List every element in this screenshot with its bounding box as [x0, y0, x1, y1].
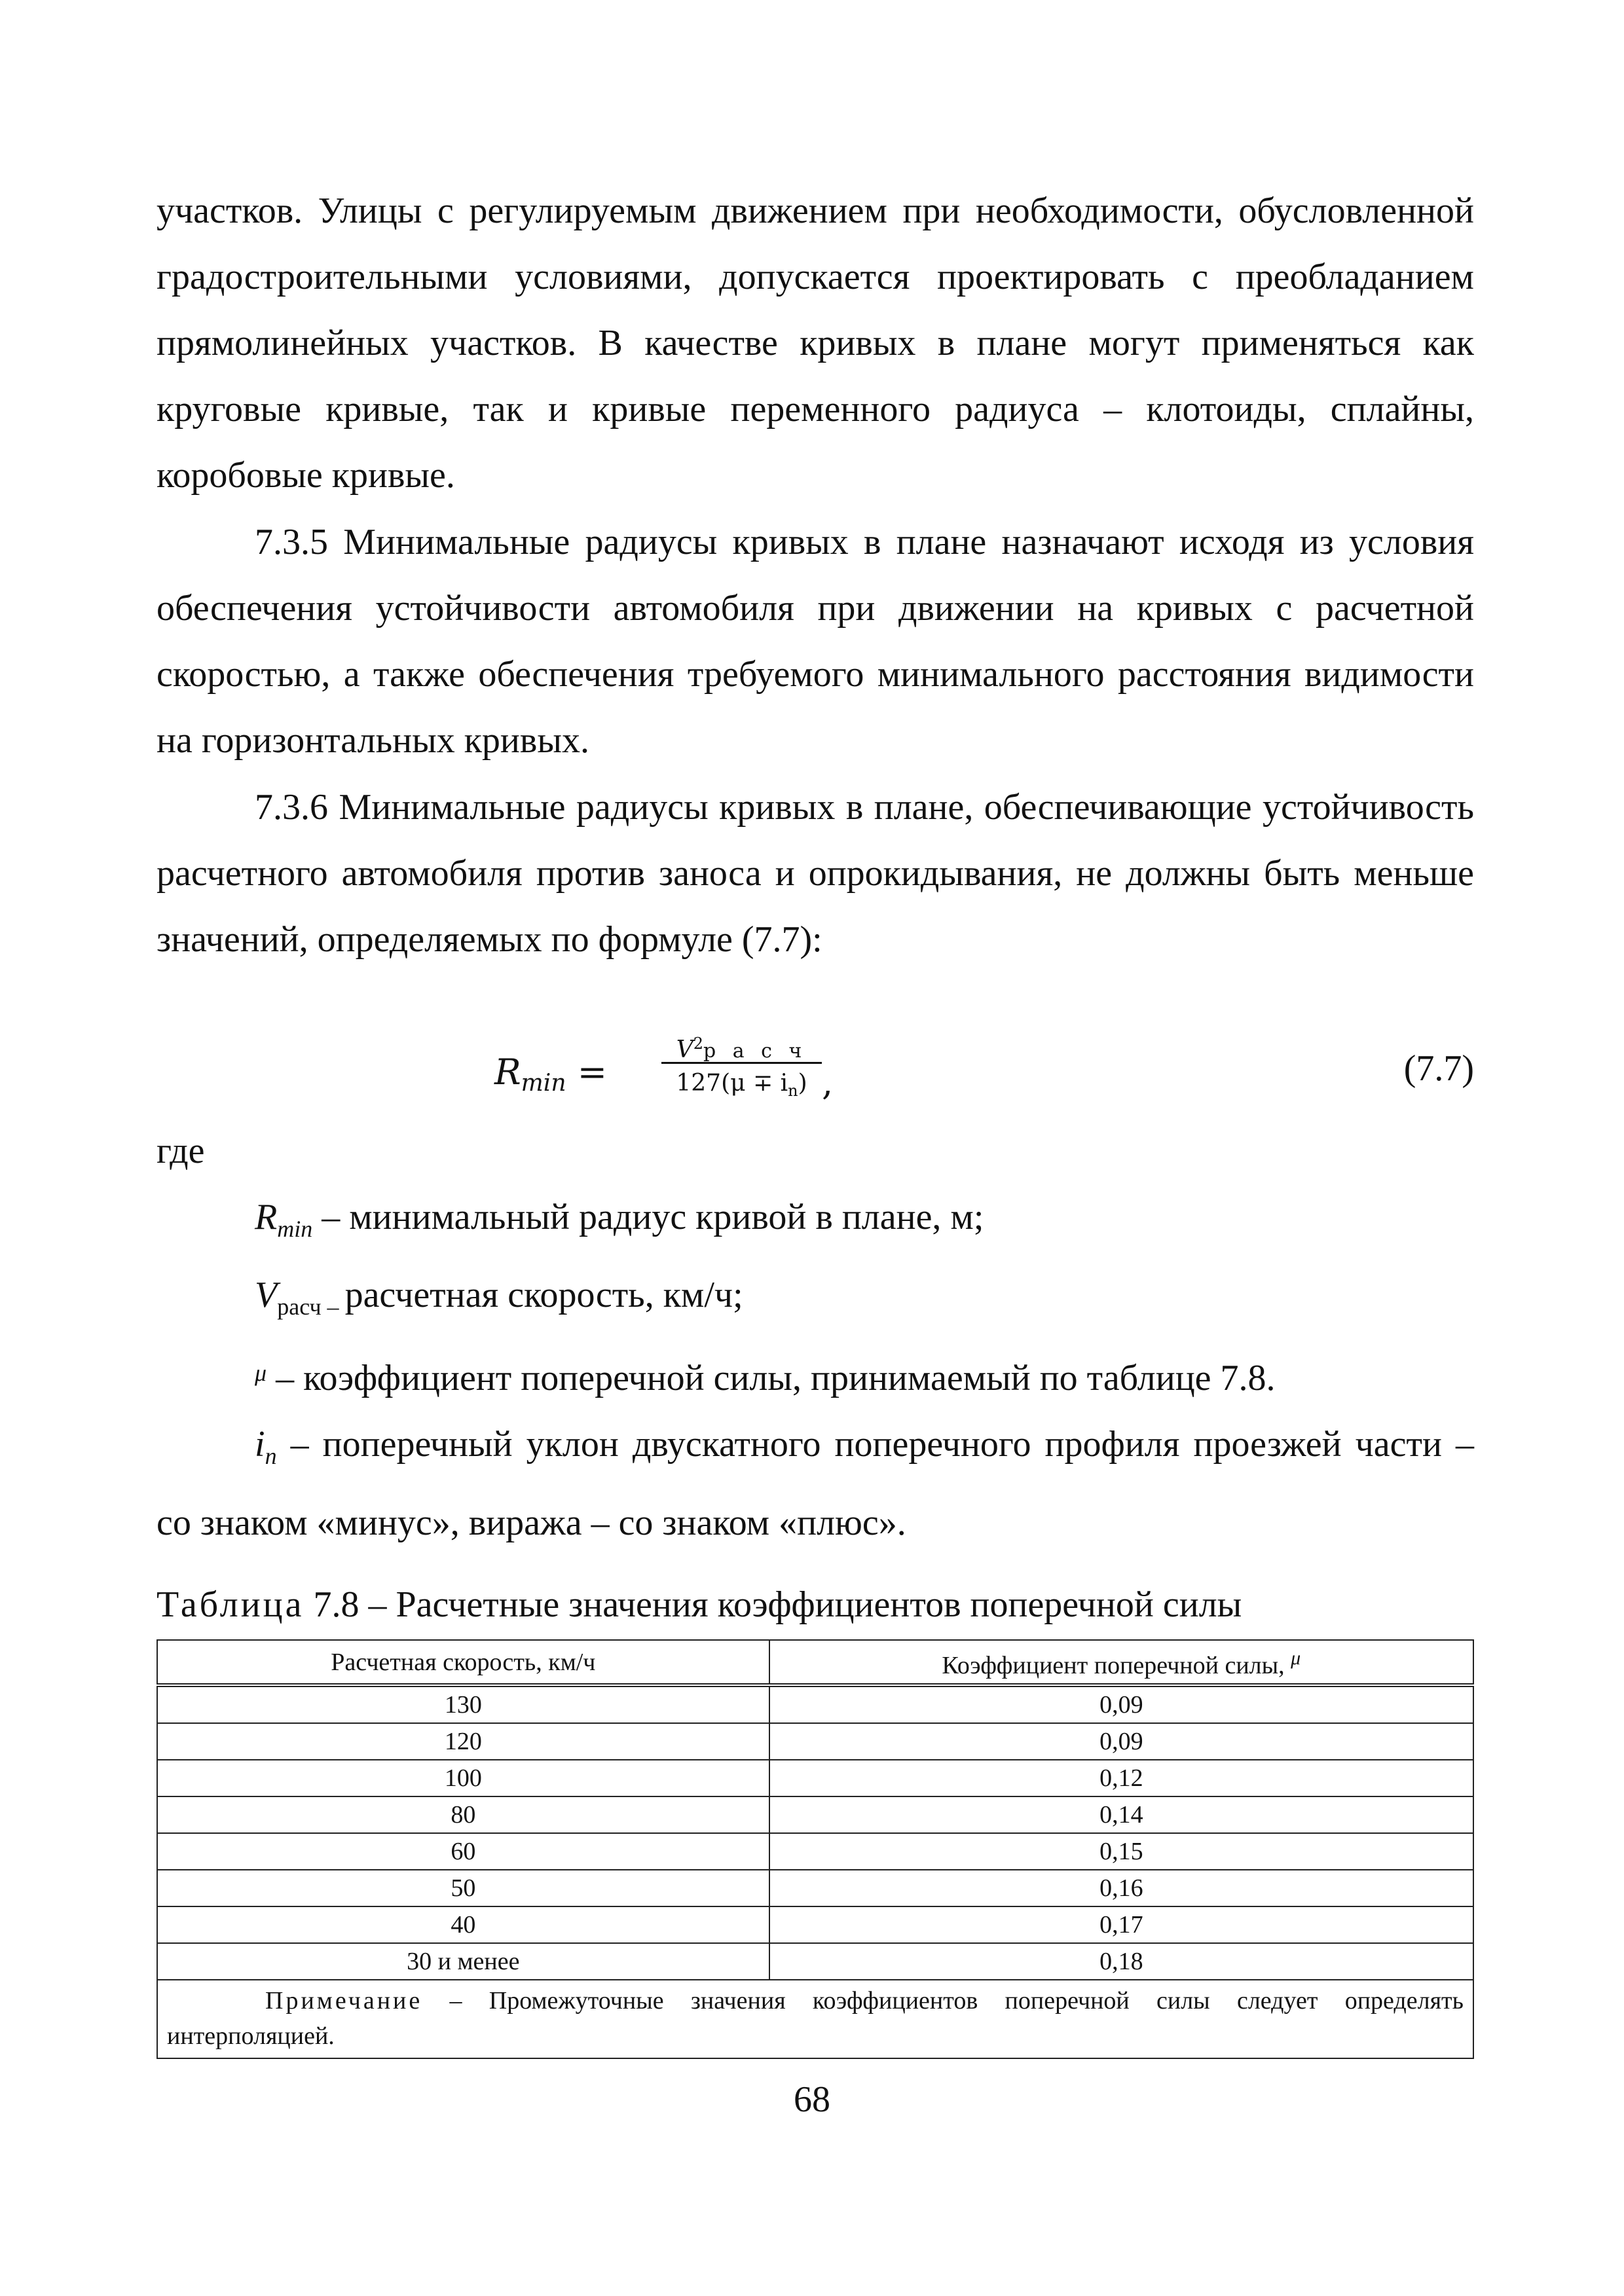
equation-number: (7.7) [1403, 1048, 1474, 1089]
definitions-list [157, 1184, 1474, 1556]
table-row [157, 1796, 1473, 1833]
definition-in-subscript: n [265, 1443, 277, 1470]
table-header-mu-symbol: μ [1291, 1647, 1301, 1669]
table-header-coefficient-text: Коэффициент поперечной силы, [942, 1652, 1285, 1679]
table-cell-coefficient: 0,17 [769, 1906, 1473, 1943]
table-cell-speed: 130 [157, 1685, 769, 1723]
table-note [157, 1980, 1473, 2058]
table-caption-text: 7.8 – Расчетные значения коэффициентов поперечной силы [304, 1584, 1242, 1625]
table-row [157, 1833, 1473, 1870]
table-row [157, 1760, 1473, 1796]
formula-lhs [494, 1051, 607, 1097]
formula-lhs-subscript: min [521, 1070, 566, 1097]
table-cell-coefficient: 0,09 [769, 1723, 1473, 1760]
table-cell-speed: 30 и менее [157, 1943, 769, 1980]
table-cell-coefficient: 0,15 [769, 1833, 1473, 1870]
definition-in-text: – поперечный уклон двускатного поперечного профиля проезжей части – со знаком «минус», виража – со знаком «плюс». [157, 1424, 1474, 1543]
formula-denominator [661, 1066, 822, 1108]
definition-rmin-symbol: R [255, 1197, 278, 1237]
table-cell-speed: 80 [157, 1796, 769, 1833]
table-cell-coefficient: 0,09 [769, 1685, 1473, 1723]
definition-in-symbol: i [255, 1424, 265, 1465]
formula-denominator-main: 127(μ ∓ i [676, 1070, 788, 1097]
table-caption [157, 1582, 1242, 1628]
body-paragraph-1-block [157, 178, 1474, 509]
table-row [157, 1723, 1473, 1760]
table-note-text: – Промежуточные значения коэффициентов поперечной силы следует определять интерполяцией. [167, 1987, 1464, 2050]
definition-mu-symbol: μ [255, 1360, 267, 1387]
table-caption-label: Таблица [157, 1584, 304, 1625]
definition-rmin-subscript: min [277, 1216, 313, 1243]
table-row [157, 1870, 1473, 1906]
table-header-coefficient [769, 1640, 1473, 1685]
table-cell-speed: 100 [157, 1760, 769, 1796]
table-row [157, 1943, 1473, 1980]
formula-denominator-close: ) [798, 1070, 807, 1097]
body-paragraph-3: 7.3.6 Минимальные радиусы кривых в плане, обеспечивающие устойчивость расчетного автомобиля против заноса и опрокидывания, не должны быть меньше значений, определяемых по формуле (7.7): [157, 787, 1474, 960]
formula-denominator-subscript: n [788, 1082, 798, 1101]
table-cell-speed: 40 [157, 1906, 769, 1943]
body-paragraph-1: участков. Улицы с регулируемым движением при необходимости, обусловленной градостроительными условиями, допускается проектировать с преобладанием прямолинейных участков. В качестве кривых в плане могут применяться как круговые кривые, так и кривые переменного радиуса – клотоиды, сплайны, коробовые кривые. [157, 191, 1474, 496]
definition-vrasch-subscript: расч – [277, 1294, 345, 1321]
body-paragraph-3-block [157, 774, 1474, 973]
table-header-row [157, 1640, 1473, 1685]
table-cell-speed: 50 [157, 1870, 769, 1906]
definition-vrasch-text: расчетная скорость, км/ч; [344, 1275, 743, 1316]
table-cell-coefficient: 0,16 [769, 1870, 1473, 1906]
definition-rmin [157, 1184, 1474, 1262]
table-header-speed: Расчетная скорость, км/ч [157, 1640, 769, 1685]
table-cell-coefficient: 0,12 [769, 1760, 1473, 1796]
definition-in [157, 1412, 1474, 1556]
formula-numerator [661, 1027, 822, 1061]
table-cell-coefficient: 0,18 [769, 1943, 1473, 1980]
table-cell-speed: 120 [157, 1723, 769, 1760]
formula-equals: = [577, 1051, 607, 1093]
table-note-label: Примечание [265, 1987, 423, 2014]
formula-numerator-symbol: V [676, 1036, 693, 1063]
formula-numerator-superscript: 2 [693, 1034, 703, 1053]
body-paragraph-2-block [157, 509, 1474, 774]
formula-lhs-symbol: R [494, 1051, 521, 1093]
table-row [157, 1906, 1473, 1943]
table-note-row [157, 1980, 1473, 2058]
definition-mu [157, 1340, 1474, 1412]
table-cell-coefficient: 0,14 [769, 1796, 1473, 1833]
definition-vrasch [157, 1262, 1474, 1340]
table-cell-speed: 60 [157, 1833, 769, 1870]
definition-rmin-text: – минимальный радиус кривой в плане, м; [312, 1197, 984, 1237]
where-label: где [157, 1131, 205, 1171]
formula-numerator-subscript: р а с ч [703, 1040, 807, 1063]
coefficients-table [157, 1639, 1474, 2059]
definition-vrasch-symbol: V [255, 1275, 278, 1316]
table-row [157, 1685, 1473, 1723]
body-paragraph-2: 7.3.5 Минимальные радиусы кривых в плане назначают исходя из условия обеспечения устойчивости автомобиля при движении на кривых с расчетной скоростью, а также обеспечения требуемого минимального расстояния видимости на горизонтальных кривых. [157, 522, 1474, 761]
page-number: 68 [794, 2079, 830, 2120]
definition-mu-text: – коэффициент поперечной силы, принимаемый по таблице 7.8. [267, 1358, 1276, 1399]
formula-fraction [661, 1027, 822, 1108]
formula-trailing-comma: , [822, 1062, 834, 1103]
